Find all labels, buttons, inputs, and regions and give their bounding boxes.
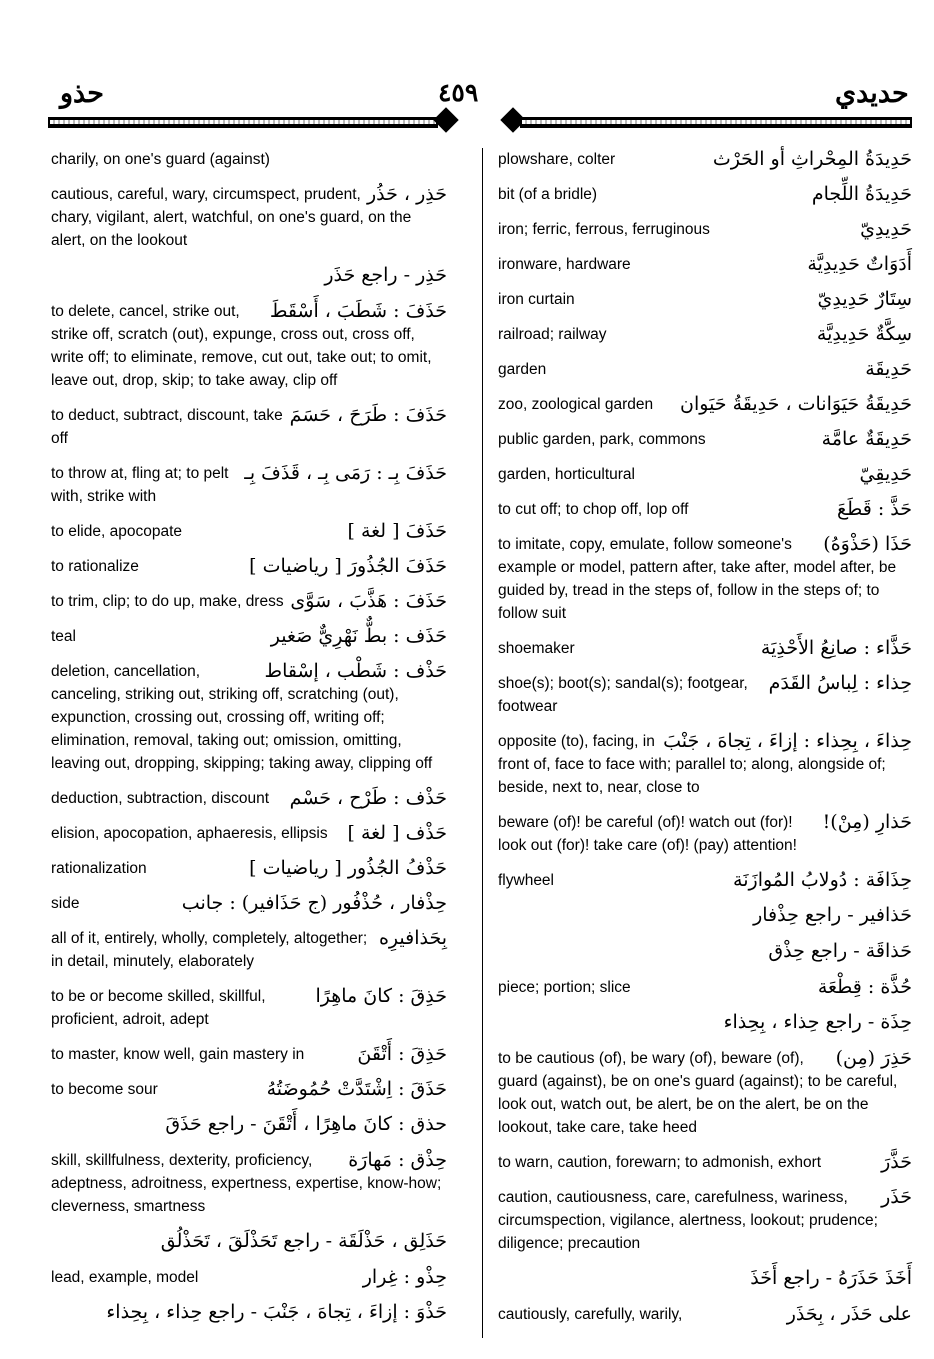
dictionary-entry [498, 976, 912, 999]
english-definition: beware (of)! be careful (of)! watch out (for)! look out (for)! take care (of)! (pay) attention! [498, 814, 797, 854]
dictionary-entry [498, 1186, 912, 1255]
dictionary-entry [51, 300, 447, 392]
english-definition: deletion, cancellation, canceling, striking out, striking off, scratching (out), expunction, crossing out, crossing off, writing off; elimination, removal, taking out; omission, omitting, leaving out, dropping, skipping; taking away, clipping off [51, 663, 433, 772]
arabic-headword: حَدِيقِيّ [859, 463, 912, 485]
arabic-headword: حَذِقَ : أَتْقَنَ [357, 1043, 447, 1065]
arabic-headword: حَذِقَ : كانَ ماهِرًا [315, 985, 447, 1007]
english-definition: piece; portion; slice [498, 979, 631, 996]
english-definition: charily, on one's guard (against) [51, 151, 270, 168]
dictionary-entry [51, 1078, 447, 1101]
english-definition: teal [51, 628, 76, 645]
english-definition: skill, skillfulness, dexterity, proficiency, adeptness, adroitness, expertness, expertise, know-how; cleverness, smartness [51, 1152, 442, 1215]
arabic-headword: حِذَافَة : دُولابُ المُوازَنَة [733, 869, 912, 891]
dictionary-entry [498, 428, 912, 451]
dictionary-entry [51, 264, 447, 288]
english-definition: to deduct, subtract, discount, take off [51, 407, 283, 447]
arabic-headword: حَدِيدِيّ [860, 218, 912, 240]
arabic-headword: حَذَفَ [ لغة ] [347, 520, 447, 542]
arabic-headword: حِذَة - راجع حِذاء ، بِحِذاء [723, 1011, 912, 1033]
dictionary-entry [498, 183, 912, 206]
arabic-headword: حَذْفُ الجُذُور [ رياضيات ] [249, 857, 447, 879]
dictionary-entry [498, 288, 912, 311]
arabic-headword: على حَذَر ، بِحَذَر [786, 1303, 912, 1325]
dictionary-entry [51, 927, 447, 973]
dictionary-entry [51, 1266, 447, 1289]
diamond-ornament-left [433, 107, 458, 132]
arabic-headword: حَذَفَ : طَرَحَ ، حَسَمَ [289, 404, 447, 426]
arabic-headword: حَذَّرَ [881, 1151, 912, 1173]
arabic-headword: حَذَفَ الجُذُورَ [ رياضيات ] [249, 555, 447, 577]
arabic-headword: بِحَذافيرِه [378, 927, 447, 949]
english-definition: opposite (to), facing, in front of, face to face with; parallel to; along, alongside of; beside, next to, near, close to [498, 733, 886, 796]
dictionary-entry [51, 1149, 447, 1218]
arabic-headword: حُذَّة : قِطْعَة [817, 976, 912, 998]
arabic-headword: حَذِر - راجع حَذَر [324, 264, 447, 286]
english-definition: to cut off; to chop off, lop off [498, 501, 689, 518]
arabic-headword: حَذَف : بطٌّ نَهْرِيٌّ صَغير [270, 625, 447, 647]
arabic-headword: حِذْفار ، حُذْفُور (ج حَذَافير) : جانب [181, 892, 447, 914]
arabic-headword: حَذَّاء : صانِعُ الأَحْذِيَة [760, 637, 912, 659]
dictionary-entry [498, 869, 912, 892]
english-definition: all of it, entirely, wholly, completely, altogether; in detail, minutely, elaborately [51, 930, 368, 970]
english-definition: to imitate, copy, emulate, follow someone's example or model, pattern after, take after, model after, be guided by, tread in the steps of, follow in the steps of; to follow suit [498, 536, 897, 622]
dictionary-entry [498, 940, 912, 964]
dictionary-entry [51, 787, 447, 810]
arabic-headword: حَدِيقَةُ حَيَوَانات ، حَدِيقَةُ حَيَوان [680, 393, 912, 415]
english-definition: deduction, subtraction, discount [51, 790, 269, 807]
arabic-headword: حَذْف : شَطْب ، إسْقاط [264, 660, 447, 682]
dictionary-entry [498, 463, 912, 486]
arabic-headword: حَذَفَ : هَذَّبَ ، سَوَّى [290, 590, 447, 612]
english-definition: garden [498, 361, 547, 378]
dictionary-entry [51, 555, 447, 578]
english-definition: rationalization [51, 860, 147, 877]
dictionary-entry [498, 358, 912, 381]
arabic-headword: حِذْق : مَهارَة [348, 1149, 447, 1171]
dictionary-entry [498, 393, 912, 416]
english-definition: flywheel [498, 872, 554, 889]
english-definition: caution, cautiousness, care, carefulness, wariness, circumspection, vigilance, alertness, lookout; prudence; diligence; precaution [498, 1189, 878, 1252]
english-definition: plowshare, colter [498, 151, 616, 168]
arabic-headword: حَذْف : طَرْح ، حَسْم [289, 787, 447, 809]
left-column [51, 148, 447, 1337]
arabic-headword: أَخَذَ حَذَرَهُ - راجع أَخَذَ [750, 1267, 912, 1289]
arabic-headword: حَذاقَة - راجع حِذْق [768, 940, 912, 962]
english-definition: to trim, clip; to do up, make, dress [51, 593, 284, 610]
english-definition: iron curtain [498, 291, 575, 308]
arabic-headword: حَدِيدَةُ اللِّجام [811, 183, 912, 205]
english-definition: bit (of a bridle) [498, 186, 598, 203]
right-column [498, 148, 912, 1338]
english-definition: to delete, cancel, strike out, strike off, scratch (out), expunge, cross out, cross off, write off; to eliminate, remove, cut out, take out; to omit, leave out, drop, skip; to take away, clip off [51, 303, 432, 389]
english-definition: to master, know well, gain mastery in [51, 1046, 305, 1063]
dictionary-entry [498, 498, 912, 521]
dictionary-entry [51, 520, 447, 543]
dictionary-entry [498, 730, 912, 799]
dictionary-entry [498, 1303, 912, 1326]
dictionary-entry [51, 462, 447, 508]
running-head-left: حذو [60, 78, 104, 109]
dictionary-entry [51, 404, 447, 450]
running-head-right: حديدي [835, 78, 909, 109]
english-definition: elision, apocopation, aphaeresis, ellipsis [51, 825, 328, 842]
english-definition: shoemaker [498, 640, 575, 657]
arabic-headword: حَذافير - راجع حِذْفار [753, 904, 912, 926]
dictionary-entry [498, 637, 912, 660]
english-definition: to be or become skilled, skillful, proficient, adroit, adept [51, 988, 266, 1028]
dictionary-entry [51, 590, 447, 613]
column-divider [482, 148, 483, 1338]
english-definition: to become sour [51, 1081, 158, 1098]
arabic-headword: حَذَفَ : شَطَبَ ، أَسْقَطَ [269, 300, 447, 322]
dictionary-entry [498, 253, 912, 276]
dictionary-entry [498, 218, 912, 241]
arabic-headword: حَذَفَ بِـ : رَمَى بِـ ، قَذَفَ بِـ [244, 462, 447, 484]
arabic-headword: حَذارِ (مِنْ)! [822, 811, 912, 833]
dictionary-entry [498, 148, 912, 171]
arabic-headword: حَذَّ : قَطَعَ [837, 498, 912, 520]
arabic-headword: حَذَر [881, 1186, 912, 1208]
dictionary-entry [51, 660, 447, 775]
dictionary-entry [498, 1151, 912, 1174]
arabic-headword: حَذَا (حَذْوَهُ) [823, 533, 912, 555]
dictionary-entry [51, 625, 447, 648]
arabic-headword: أَدَوَاتٌ حَدِيدِيَّة [807, 253, 912, 275]
english-definition: to elide, apocopate [51, 523, 182, 540]
arabic-headword: حَذِرَ (مِن) [835, 1047, 912, 1069]
arabic-headword: حِذاء : لِباسُ القَدَم [768, 672, 912, 694]
page-number: ٤٥٩ [438, 78, 479, 107]
dictionary-entry [498, 1267, 912, 1291]
dictionary-entry [498, 1011, 912, 1035]
dictionary-entry [51, 892, 447, 915]
english-definition: cautiously, carefully, warily, [498, 1306, 683, 1323]
dictionary-entry [498, 323, 912, 346]
arabic-headword: حَدِيقَة [865, 358, 912, 380]
dictionary-entry [51, 857, 447, 880]
dictionary-entry [498, 811, 912, 857]
english-definition: railroad; railway [498, 326, 607, 343]
arabic-headword: حَذِر ، حَذُر [367, 183, 447, 205]
arabic-headword: حَذْف [ لغة ] [347, 822, 447, 844]
english-definition: zoo, zoological garden [498, 396, 654, 413]
dictionary-entry [51, 985, 447, 1031]
dictionary-entry [51, 148, 447, 171]
arabic-headword: حَذَقَ : اِشْتَدَّتْ حُمُوضَتُهُ [266, 1078, 447, 1100]
dictionary-entry [498, 904, 912, 928]
arabic-headword: سِكَّةٌ حَدِيدِيَّة [816, 323, 912, 345]
english-definition: to warn, caution, forewarn; to admonish, exhort [498, 1154, 822, 1171]
english-definition: public garden, park, commons [498, 431, 706, 448]
dictionary-entry [51, 1113, 447, 1137]
english-definition: to rationalize [51, 558, 139, 575]
arabic-headword: حذق : كانَ ماهِرًا ، أَتْقَنَ - راجع حَذَقَ [165, 1113, 447, 1135]
arabic-headword: حَدِيدَةُ المِحْراثِ أو الحَرْث [712, 148, 912, 170]
header-rule-left [48, 117, 438, 128]
english-definition: to throw at, fling at; to pelt with, strike with [51, 465, 229, 505]
arabic-headword: حَذَلِق ، حَذْلَقَة - راجع تَحَذْلَقَ ، تَحَذْلُق [160, 1230, 447, 1252]
english-definition: garden, horticultural [498, 466, 635, 483]
dictionary-entry [498, 533, 912, 625]
arabic-headword: حَذْوَ : إزاءَ ، تِجاهَ ، جَنْبَ - راجع حِذاء ، بِحِذاء [106, 1301, 447, 1323]
english-definition: side [51, 895, 80, 912]
english-definition: iron; ferric, ferrous, ferruginous [498, 221, 710, 238]
english-definition: cautious, careful, wary, circumspect, prudent, chary, vigilant, alert, watchful, on one's guard, on the alert, on the lookout [51, 186, 412, 249]
dictionary-entry [51, 1043, 447, 1066]
english-definition: shoe(s); boot(s); sandal(s); footgear, footwear [498, 675, 748, 715]
header-rule-right [520, 117, 912, 128]
arabic-headword: حِذاءَ ، بِحِذاء : إزاءَ ، تِجاهَ ، جَنْبَ [663, 730, 912, 752]
dictionary-entry [51, 1301, 447, 1325]
arabic-headword: سِتَارٌ حَدِيدِيّ [817, 288, 912, 310]
english-definition: ironware, hardware [498, 256, 631, 273]
dictionary-entry [51, 183, 447, 252]
dictionary-entry [51, 822, 447, 845]
arabic-headword: حَدِيقَةٌ عامَّة [821, 428, 912, 450]
dictionary-entry [51, 1230, 447, 1254]
english-definition: lead, example, model [51, 1269, 199, 1286]
dictionary-entry [498, 672, 912, 718]
arabic-headword: حِذْو : غِرار [362, 1266, 447, 1288]
dictionary-entry [498, 1047, 912, 1139]
english-definition: to be cautious (of), be wary (of), beware (of), guard (against), be on one's guard (against); to be careful, look out, watch out, be alert, be on the alert, be on the lookout, take care, take heed [498, 1050, 898, 1136]
